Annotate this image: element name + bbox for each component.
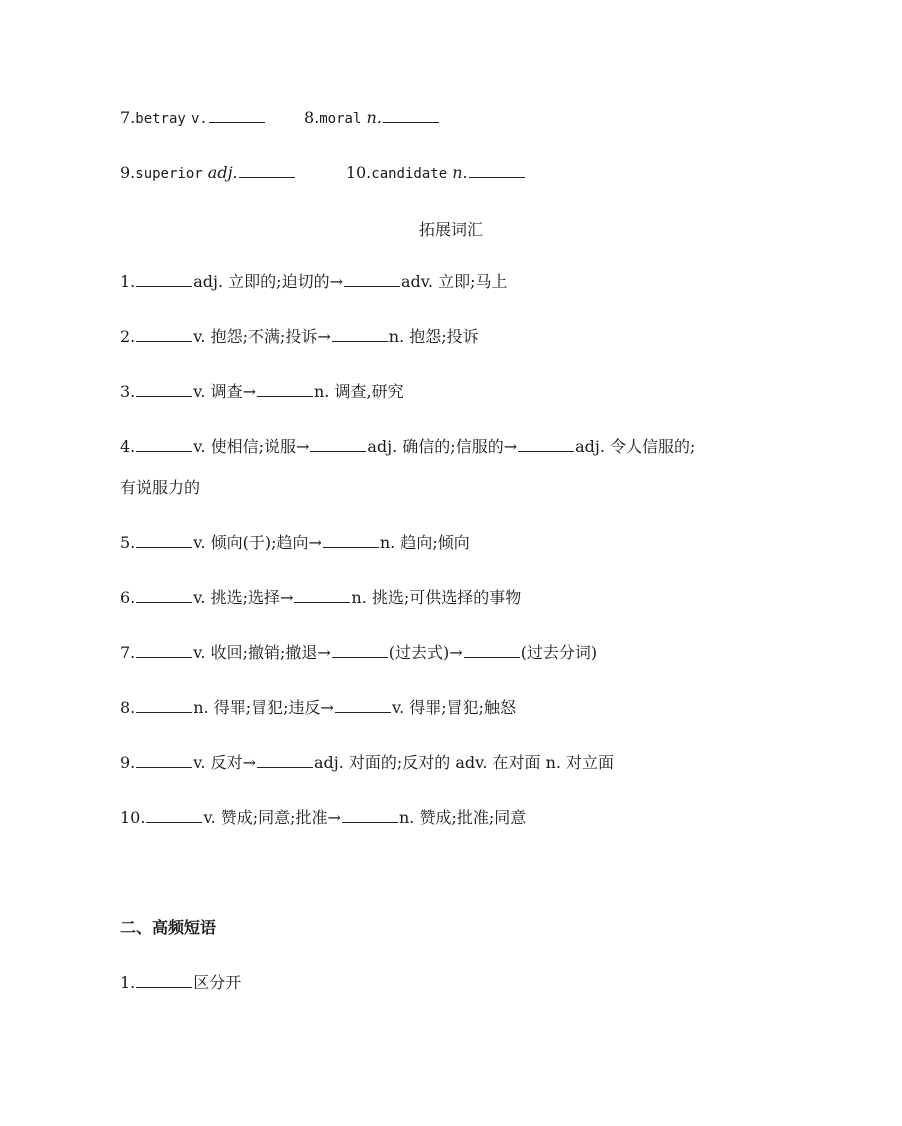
answer-blank[interactable] [518,437,574,452]
vocab-row-7-8 [120,108,440,129]
item-number: 9. [120,163,136,182]
item-number: 6. [120,588,136,607]
item-number: 4. [120,437,136,456]
answer-blank[interactable] [332,643,388,658]
definition: n. 调查,研究 [314,382,404,401]
extended-item-8 [120,698,516,718]
definition: n. 挑选;可供选择的事物 [351,588,522,607]
extended-item-3 [120,382,404,402]
answer-blank[interactable] [136,753,192,768]
definition: adj. 对面的;反对的 adv. 在对面 n. 对立面 [314,753,615,772]
answer-blank[interactable] [332,327,388,342]
answer-blank[interactable] [323,533,379,548]
answer-blank[interactable] [136,272,192,287]
item-number: 10. [120,808,146,827]
extended-item-7 [120,643,597,663]
section-heading-extended: 拓展词汇 [418,220,483,239]
phrase-item-1 [120,973,241,993]
definition: v. 使相信;说服→ [193,437,310,456]
word: betray [135,111,186,127]
answer-blank[interactable] [136,698,192,713]
definition: v. 得罪;冒犯;触怒 [391,698,517,717]
extended-item-4 [120,437,695,457]
answer-blank[interactable] [257,382,313,397]
definition: v. 抱怨;不满;投诉→ [193,327,331,346]
item-number: 1. [120,272,136,291]
word: candidate [371,166,448,182]
answer-blank[interactable] [257,753,313,768]
definition: v. 挑选;选择→ [193,588,294,607]
extended-item-10 [120,808,526,828]
answer-blank[interactable] [383,108,439,123]
item-number: 10. [345,163,372,182]
answer-blank[interactable] [136,588,192,603]
answer-blank[interactable] [294,588,350,603]
definition: v. 赞成;同意;批准→ [203,808,341,827]
item-number: 9. [120,753,136,772]
answer-blank[interactable] [136,437,192,452]
answer-blank[interactable] [344,272,400,287]
item-number: 2. [120,327,136,346]
extended-item-2 [120,327,479,347]
extended-item-4-continued: 有说服力的 [120,478,201,497]
answer-blank[interactable] [464,643,520,658]
answer-blank[interactable] [136,533,192,548]
definition: adj. 确信的;信服的→ [367,437,518,456]
item-number: 8. [303,108,320,127]
definition: n. 抱怨;投诉 [388,327,479,346]
definition: (过去式)→ [388,643,463,662]
item-number: 7. [120,643,136,662]
extended-item-5 [120,533,470,553]
item-number: 8. [120,698,136,717]
word: moral [319,111,362,127]
extended-item-9 [120,753,614,773]
definition: n. 趋向;倾向 [379,533,470,552]
extended-item-1 [120,272,507,292]
answer-blank[interactable] [136,327,192,342]
extended-item-6 [120,588,521,608]
word: superior [135,166,203,182]
phrase-meaning: 区分开 [193,973,242,992]
item-number: 3. [120,382,136,401]
answer-blank[interactable] [136,382,192,397]
answer-blank[interactable] [136,643,192,658]
answer-blank[interactable] [239,163,295,178]
definition: v. 调查→ [193,382,256,401]
item-number: 7. [120,108,136,127]
section-heading-phrases: 二、高频短语 [120,918,217,937]
definition: v. 收回;撤销;撤退→ [193,643,331,662]
item-number: 1. [120,973,136,992]
item-number: 5. [120,533,136,552]
answer-blank[interactable] [310,437,366,452]
definition: adj. 立即的;迫切的→ [193,272,343,291]
part-of-speech: n. [366,108,382,127]
definition: v. 倾向(于);趋向→ [193,533,322,552]
part-of-speech: adj. [207,163,238,182]
definition: adj. 令人信服的; [575,437,696,456]
definition: v. 反对→ [193,753,256,772]
definition: n. 赞成;批准;同意 [398,808,527,827]
answer-blank[interactable] [209,108,265,123]
part-of-speech: n. [452,163,468,182]
answer-blank[interactable] [146,808,202,823]
vocab-row-9-10 [120,163,526,184]
answer-blank[interactable] [342,808,398,823]
answer-blank[interactable] [469,163,525,178]
answer-blank[interactable] [335,698,391,713]
definition: n. 得罪;冒犯;违反→ [193,698,334,717]
part-of-speech: v. [190,111,208,127]
definition: (过去分词) [520,643,598,662]
definition: adv. 立即;马上 [400,272,508,291]
answer-blank[interactable] [136,973,192,988]
